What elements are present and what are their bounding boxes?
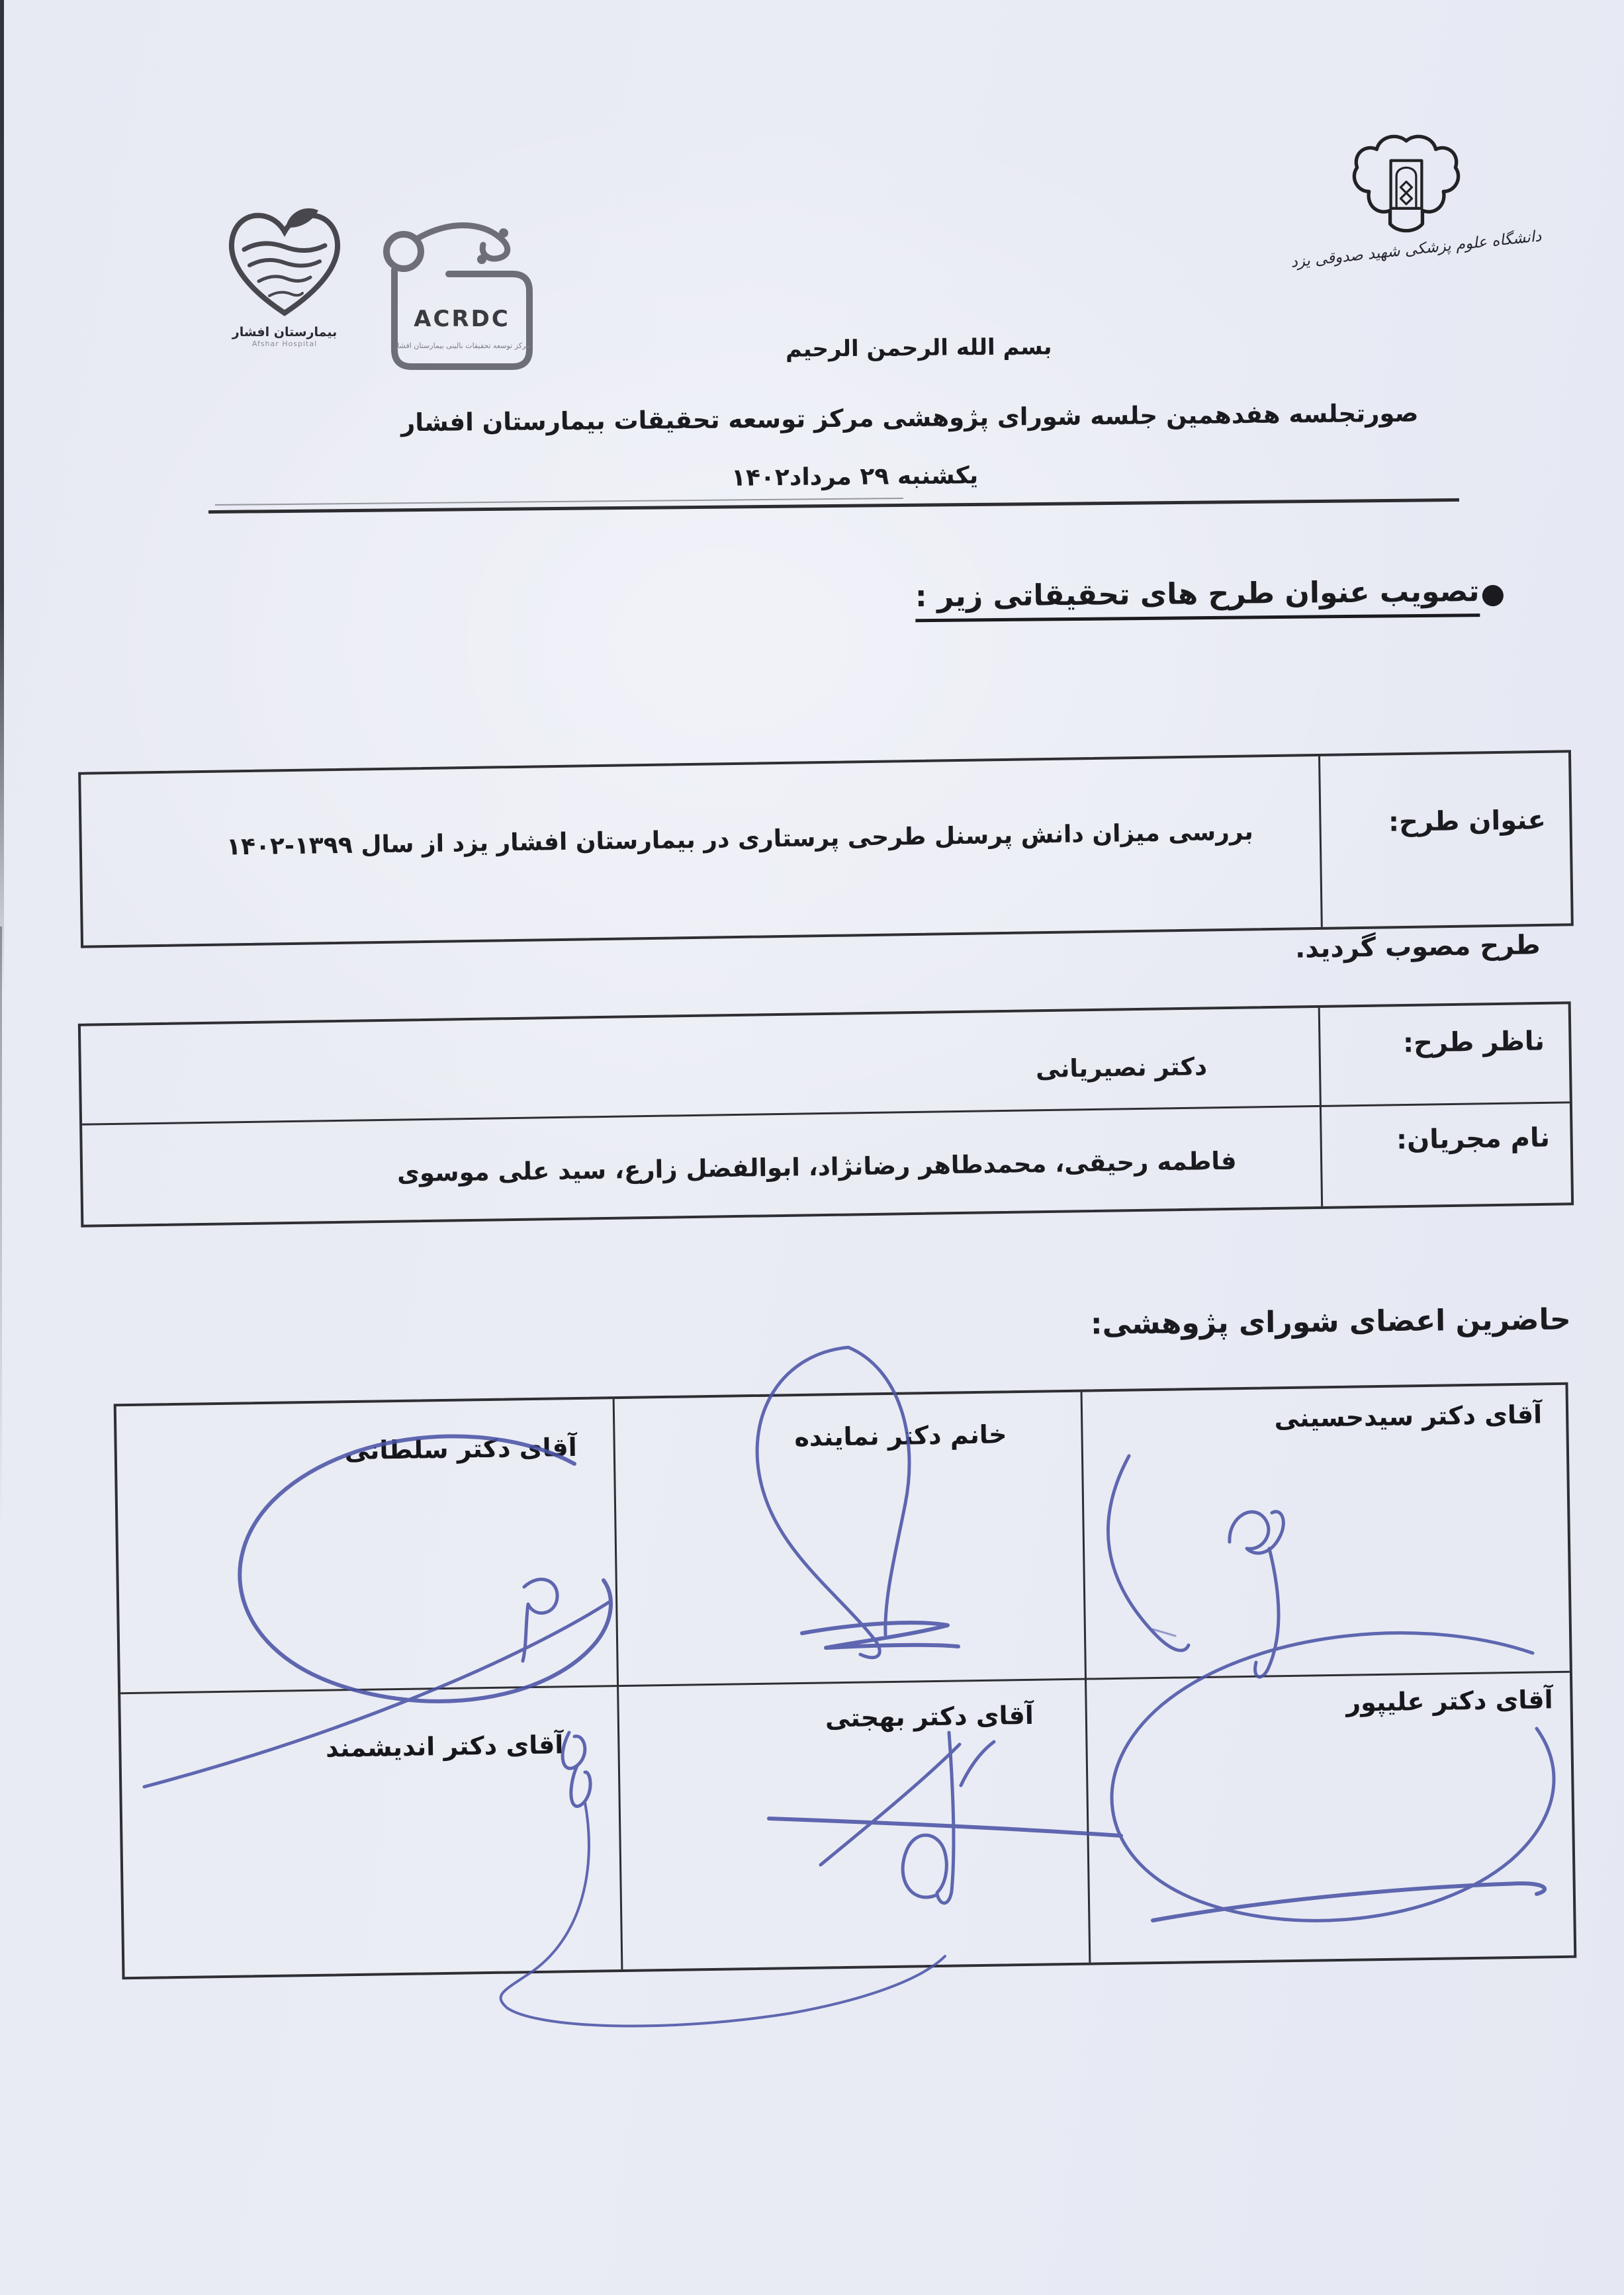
afshar-hospital-logo — [222, 199, 347, 348]
executors-value: فاطمه رحیقی، محمدطاهر رضانژاد، ابوالفضل زارع، سید علی موسوی — [397, 1146, 1238, 1188]
attendee-name: آقای دکتر بهجتی — [825, 1700, 1034, 1733]
stethoscope-icon — [369, 217, 548, 382]
present-members-heading: حاضرین اعضای شورای پژوهشی: — [1091, 1302, 1572, 1341]
svg-text:ACRDC: ACRDC — [414, 306, 510, 332]
attendee-name: آقای دکتر اندیشمند — [325, 1730, 564, 1763]
header-divider-line — [208, 498, 1459, 514]
afshar-logo-caption: بیمارستان افشار — [232, 325, 338, 339]
meeting-title: صورتجلسه هفدهمین جلسه شورای پژوهشی مرکز توسعه تحقیقات بیمارستان افشار — [400, 398, 1419, 437]
scan-edge-artifact-2 — [0, 926, 2, 1522]
heart-swirl-icon — [222, 199, 347, 321]
signature-cell — [1081, 1385, 1570, 1678]
section-heading-label: تصویب عنوان طرح های تحقیقاتی زیر : — [915, 574, 1480, 622]
signature-cell — [613, 1392, 1085, 1685]
bismillah-line: بسم الله الرحمن الرحیم — [786, 334, 1053, 363]
signature-cell — [116, 1399, 617, 1692]
acrdc-logo — [369, 217, 548, 385]
signature-cell — [1085, 1671, 1574, 1963]
approval-note: طرح مصوب گردید. — [1294, 930, 1541, 964]
signature-cell — [120, 1685, 621, 1977]
bullet-icon: ● — [1480, 576, 1506, 609]
project-title-value: بررسی میزان دانش پرسنل طرحی پرستاری در بیمارستان افشار یزد از سال ۱۳۹۹-۱۴۰۲ — [226, 818, 1254, 861]
table-row-divider — [82, 1101, 1570, 1125]
project-title-label: عنوان طرح: — [1388, 805, 1547, 838]
attendee-name: آقای دکتر سیدحسینی — [1274, 1400, 1543, 1433]
university-logo — [1350, 132, 1463, 244]
attendee-name: آقای دکتر سلطانی — [344, 1432, 578, 1466]
acrdc-logo-caption: مرکز توسعه تحقیقات بالینی بیمارستان افشار — [394, 341, 530, 350]
signature-table — [114, 1382, 1577, 1980]
table-column-divider — [1318, 756, 1323, 927]
university-emblem-icon — [1350, 132, 1463, 242]
attendee-name: آقای دکتر علیپور — [1345, 1685, 1553, 1717]
meeting-date: یکشنبه ۲۹ مرداد۱۴۰۲ — [731, 462, 979, 492]
university-logo-caption: دانشگاه علوم پزشکی شهید صدوقی یزد — [1290, 228, 1543, 271]
signature-cell — [617, 1678, 1089, 1969]
afshar-logo-caption-en: Afshar Hospital — [251, 339, 318, 348]
supervisor-label: ناظر طرح: — [1402, 1026, 1545, 1059]
project-details-table — [78, 1001, 1574, 1227]
executors-label: نام مجریان: — [1396, 1122, 1551, 1155]
section-heading — [915, 574, 1506, 615]
attendee-name: خانم دکتر نماینده — [794, 1419, 1007, 1453]
supervisor-value: دکتر نصیریانی — [1035, 1052, 1208, 1083]
scan-edge-artifact — [0, 0, 4, 993]
